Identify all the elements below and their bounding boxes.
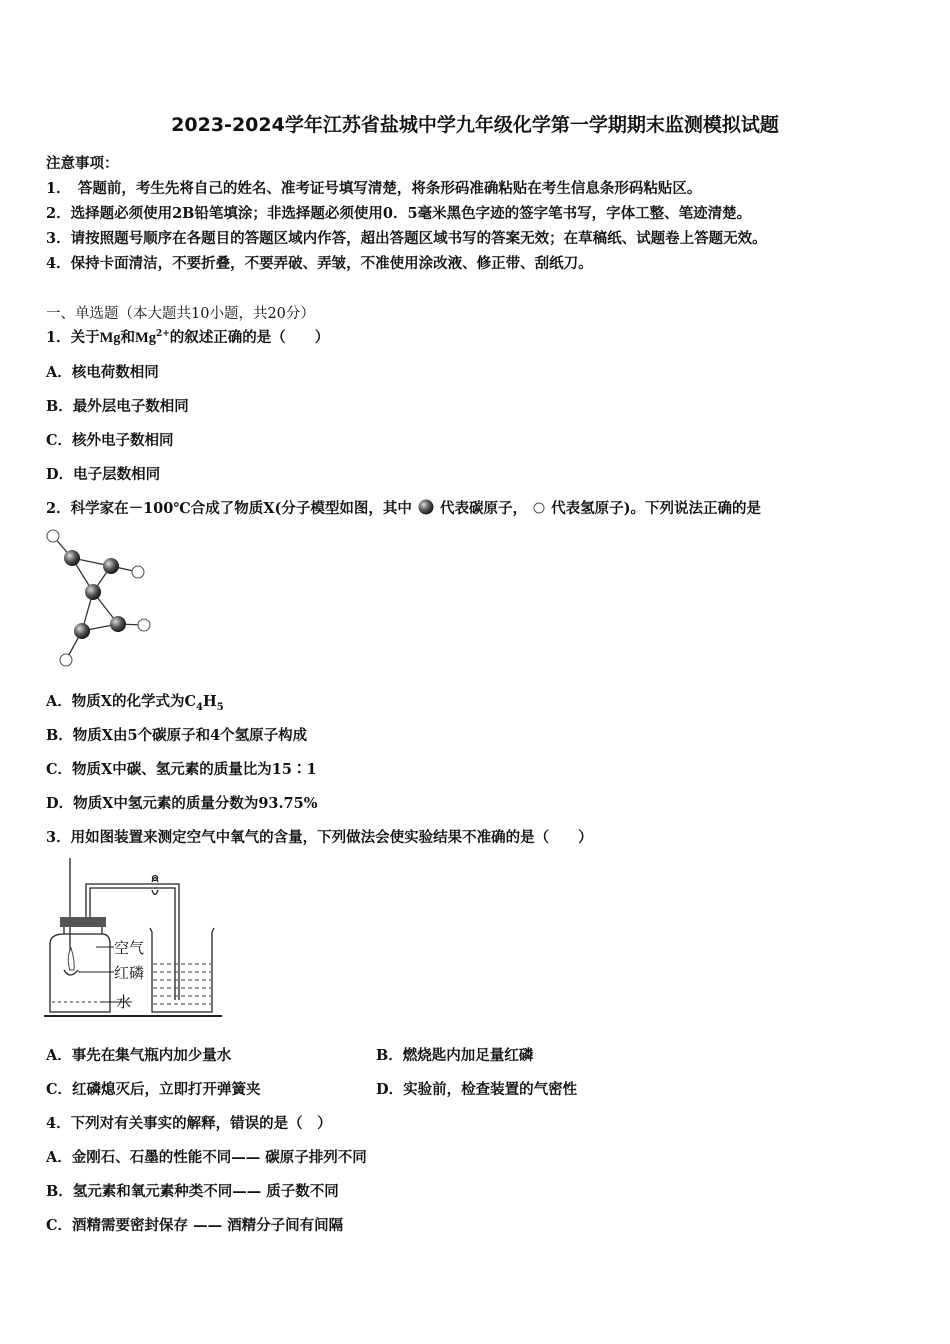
carbon-atom-2	[103, 558, 119, 574]
oxygen-apparatus-diagram	[40, 852, 230, 1022]
q2-option-a-sub2: 5	[216, 701, 224, 713]
notice-heading: 注意事项：	[46, 155, 119, 172]
carbon-atom-icon	[417, 498, 435, 516]
question-2-stem	[46, 497, 761, 518]
q3-option-b: B．燃烧匙内加足量红磷	[376, 1047, 534, 1064]
q3-option-a: A．事先在集气瓶内加少量水	[46, 1047, 232, 1064]
q1-option-a: A．核电荷数相同	[46, 364, 159, 381]
q3-option-c: C．红磷熄灭后，立即打开弹簧夹	[46, 1081, 261, 1098]
hydrogen-atom-icon	[532, 501, 546, 515]
q1-mg: Mg	[99, 330, 121, 346]
rubber-stopper	[60, 917, 106, 927]
q3-option-d: D．实验前，检查装置的气密性	[376, 1081, 578, 1098]
carbon-atom-4	[74, 623, 90, 639]
section-heading: 一、单选题（本大题共10小题，共20分）	[46, 306, 315, 322]
label-red-phosphorus: 红磷	[114, 964, 145, 982]
q4-option-a: A．金刚石、石墨的性能不同—— 碳原子排列不同	[46, 1149, 367, 1166]
q1-prefix: 1．关于	[46, 329, 100, 346]
q2-option-a-h: H	[203, 693, 217, 710]
label-water: 水	[116, 993, 132, 1011]
q4-option-b: B．氢元素和氧元素种类不同—— 质子数不同	[46, 1183, 339, 1200]
carbon-atom-3	[85, 584, 101, 600]
q2-option-c: C．物质X中碳、氢元素的质量比为15∶1	[46, 761, 317, 778]
molecule-model-diagram	[40, 524, 160, 674]
page-title: 2023-2024学年江苏省盐城中学九年级化学第一学期期末监测模拟试题	[171, 114, 779, 136]
q1-option-b: B．最外层电子数相同	[46, 398, 189, 415]
notice-item-3: 3．请按照题号顺序在各题目的答题区域内作答，超出答题区域书写的答案无效；在草稿纸、试题卷上答题无效。	[46, 230, 767, 247]
hydrogen-atom-2	[132, 566, 144, 578]
q2-option-a-sub1: 4	[196, 701, 204, 713]
flame-icon	[68, 948, 74, 970]
carbon-atom-1	[64, 550, 80, 566]
hydrogen-atom-3	[138, 619, 150, 631]
question-1-stem	[46, 326, 329, 347]
q2-option-a	[46, 690, 224, 713]
q1-suffix: 的叙述正确的是（ ）	[169, 329, 330, 346]
q2-stem-part1: 2．科学家在－100℃合成了物质X(分子模型如图，其中	[46, 500, 412, 517]
notice-item-1: 1． 答题前，考生先将自己的姓名、准考证号填写清楚，将条形码准确粘贴在考生信息条形码粘贴区。	[46, 180, 702, 197]
notice-item-4: 4．保持卡面清洁，不要折叠，不要弄破、弄皱，不准使用涂改液、修正带、刮纸刀。	[46, 255, 593, 272]
q2-option-d: D．物质X中氢元素的质量分数为93.75%	[46, 795, 318, 812]
q1-option-d: D．电子层数相同	[46, 466, 161, 483]
hydrogen-atom-4	[60, 654, 72, 666]
q1-and: 和	[120, 329, 136, 346]
beaker-water	[153, 964, 211, 1004]
question-3-stem: 3．用如图装置来测定空气中氧气的含量，下列做法会使实验结果不准确的是（ ）	[46, 829, 593, 846]
q1-option-c: C．核外电子数相同	[46, 432, 174, 449]
notice-item-2: 2．选择题必须使用2B铅笔填涂；非选择题必须使用0．5毫米黑色字迹的签字笔书写，字体工整、笔迹清楚。	[46, 205, 752, 222]
q2-option-b: B．物质X由5个碳原子和4个氢原子构成	[46, 727, 308, 744]
q4-option-c: C．酒精需要密封保存 —— 酒精分子间有间隔	[46, 1217, 344, 1234]
q2-stem-part3: 代表氢原子)。下列说法正确的是	[551, 500, 761, 517]
label-air: 空气	[114, 939, 145, 957]
q1-charge: 2+	[155, 329, 170, 340]
hydrogen-atom-1	[47, 530, 59, 542]
q1-mg-ion: Mg	[135, 330, 156, 346]
q2-option-a-text: A．物质X的化学式为C	[46, 693, 197, 710]
carbon-atom-5	[110, 616, 126, 632]
q2-stem-part2: 代表碳原子，	[439, 500, 527, 517]
question-4-stem: 4．下列对有关事实的解释，错误的是（ ）	[46, 1115, 332, 1132]
